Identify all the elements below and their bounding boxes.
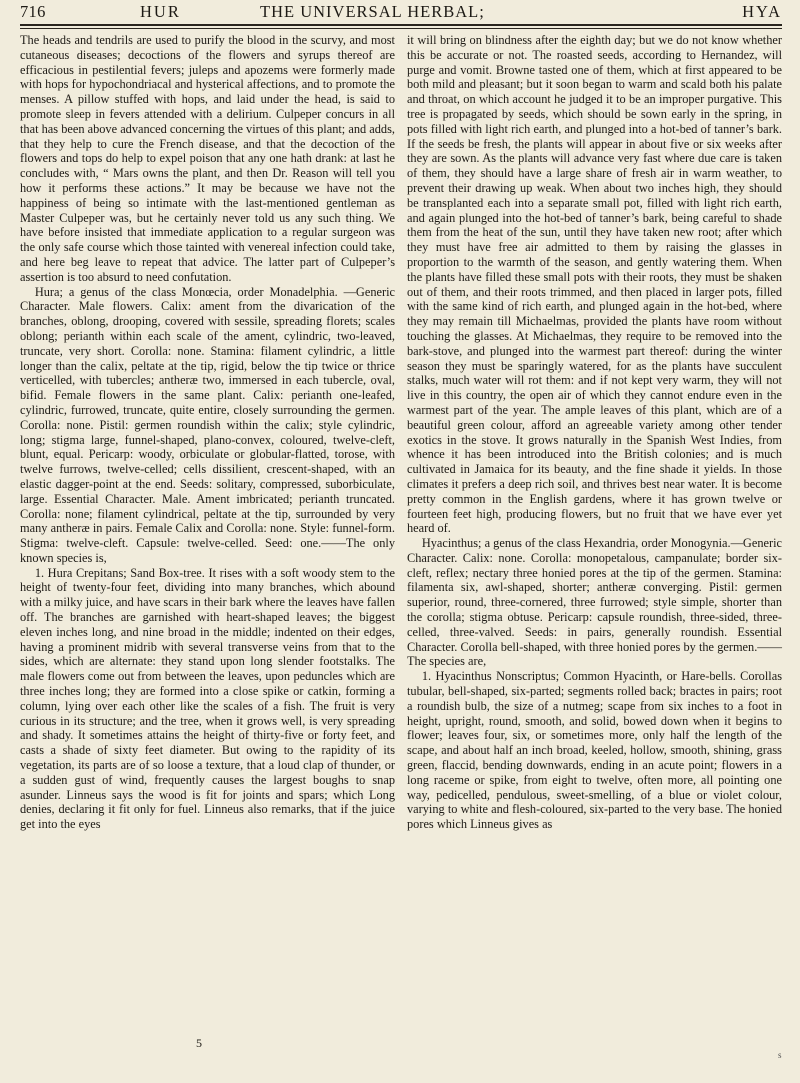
paragraph-hops-virtues: The heads and tendrils are used to purify the blood in the scurvy, and most cutaneous diseases; decoctions of the flowers and syrups thereof are efficacious in pestilential fevers; juleps and apozems were formerly made with hops for hypochondriacal and hysterical affections, and to promote the menses. A pillow stuffed with hops, and laid under the head, is said to promote sleep in fevers attended with a delirium. Culpeper concurs in all that has been above advanced concerning the virtues of this plant; and adds, that they help to cure the French disease, and that the decoction of the flowers and tops do help to expel poison that any one hath drank: at last he concludes with, “ Mars owns the plant, and then Dr. Reason will tell you how it performs these actions.” It may be because we have not the happiness of being so intimate with the last-mentioned gentleman as Master Culpeper was, but he certainly never told us any such thing. We have before insisted that immediate application to a regular surgeon was the only safe course which those tainted with venereal infection could take, and here beg leave to repeat that advice. The latter part of Culpeper’s assertion is too absurd to need confutation. (20, 33, 395, 284)
paragraph-hura-crepitans: 1. Hura Crepitans; Sand Box-tree. It rises with a soft woody stem to the height of twenty-four feet, dividing into many branches, which abound with a milky juice, and have scars in their bark where the leaves have fallen off. The branches are garnished with heart-shaped leaves; the biggest eleven inches long, and nine broad in the middle; indented on their edges, having a prominent midrib with several transverse veins from that to the sides, which are alternate: they stand upon long slender footstalks. The male flowers come out from between the leaves, upon peduncles which are three inches long; they are formed into a close spike or catkin, forming a column, lying over each other like the scales of a fish. The fruit is very curious in its structure; and the tree, when it grows well, is very spreading and shady. It sometimes attains the height of thirty-five or forty feet, and casts a shade of sixty feet diameter. But owing to the rapidity of its vegetation, its parts are of so loose a texture, that a loud clap of thunder, or a sudden gust of wind, frequently causes the largest boughs to snap asunder. Linneus says the wood is fit for joints and spars; which Long denies, declaring it fit only for fuel. Linneus also remarks, that if the juice get into the eyes (20, 565, 395, 832)
right-column (407, 33, 782, 832)
header-rule-thin (20, 28, 782, 29)
header-rule-thick (20, 24, 782, 26)
page-number: 716 (20, 2, 46, 21)
paragraph-hura-culture: it will bring on blindness after the eighth day; but we do not know whether this be accurate or not. The roasted seeds, according to Hernandez, will purge and vomit. Browne tasted one of them, which at first appeared to be both mild and pleasant; but it soon began to warm and scald both his palate and throat, on which account he judged it to be an improper purgative. This tree is propagated by seeds, which should be sown early in the spring, in pots filled with light rich earth, and plunged into a hot-bed of tanner’s bark. If the seeds be fresh, the plants will appear in about five or six weeks after they are sown. As the plants will advance very fast where due care is taken of them, they should have a large share of fresh air in warm weather, to prevent their drawing up weak. When about two inches high, they should be transplanted each into a separate small pot, filled with light rich earth, and again plunged into the hot-bed of tanner’s bark, being careful to shade them from the heat of the sun, until they have taken new root; after which they must have free air admitted to them by raising the glasses in proportion to the warmth of the season, and gently watering them. When the plants have filled these small pots with their roots, they must be shaken out of them, and their roots trimmed, and then placed in larger pots, filled with the same kind of rich earth, and plunged again in the hot-bed, where they may remain till Michaelmas, provided the plants have room without touching the glasses. At Michaelmas, they require to be removed into the bark-stove, and plunged into the warmest part thereof: during the winter season they must be sparingly watered, for as the plants have succulent stalks, much water will rot them: and if not kept very warm, they will not live in this country, the open air of which they cannot endure even in the warmest part of the year. The ample leaves of this plant, which are of a beautiful green colour, afford an agreeable variety among other tender exotics in the stove. It grows naturally in the Spanish West Indies, from whence it has been introduced into the British colonies; and is much cultivated in Jamaica for its beauty, and the fine shade it yields. In those climates it prefers a deep rich soil, and thrives best near water. It is become pretty common in the English gardens, where it has grown twelve or fourteen feet high, producing flowers, but no fruit that we have ever yet heard of. (407, 33, 782, 536)
paragraph-hyacinthus-genus: Hyacinthus; a genus of the class Hexandria, order Monogynia.—Generic Character. Calix: none. Corolla: monopetalous, campanulate; border six-cleft, reflex; nectary three honied pores at the tip of the germen. Stamina: filamenta six, awl-shaped, shorter; antheræ converging. Pistil: germen superior, round, three-cornered, three furrowed; style simple, shorter than the corolla; stigma obtuse. Pericarp: capsule roundish, three-sided, three-celled, three-valved. Seeds: in pairs, generally roundish. Essential Character. Corolla bell-shaped, with three honied pores by the germen.——The species are, (407, 536, 782, 669)
signature-mark: 5 (196, 1036, 202, 1050)
margin-mark: s (778, 1050, 782, 1060)
running-head-left: HUR (140, 2, 181, 21)
running-title: THE UNIVERSAL HERBAL; (260, 2, 485, 21)
paragraph-hyacinthus-nonscriptus: 1. Hyacinthus Nonscriptus; Common Hyacinth, or Hare-bells. Corollas tubular, bell-shaped, six-parted; segments rolled back; bractes in pairs; root a roundish bulb, the size of a nutmeg; scape from six inches to a foot in height, upright, round, smooth, and solid, bowed down when it begins to flower; leaves four, six, or sometimes more, only half the length of the scape, and about half an inch broad, keeled, hollow, smooth, shining, grass green, flaccid, bending downwards, ending in an acute point; flowers in a long raceme or spike, from eight to twelve, often more, all pointing one way, pedicelled, pendulous, sweet-smelling, of a blue or violet colour, varying to white and flesh-coloured, six-parted to the very base. The honied pores which Linneus gives as (407, 669, 782, 832)
running-header (20, 0, 782, 22)
paragraph-hura-genus: Hura; a genus of the class Monœcia, order Monadelphia. —Generic Character. Male flowers. Calix: ament from the divarication of the branches, oblong, drooping, covered with sessile, spreading florets; scales oblong; perianth within each scale of the ament, cylindric, two-leaved, truncate, very short. Corolla: none. Stamina: filament cylindric, a little longer than the calix, peltate at the tip, rigid, below the tip twice or thrice verticelled, with tubercles; antheræ two, immersed in each tubercle, oval, bifid. Female flowers in the same plant. Calix: perianth one-leafed, cylindric, furrowed, truncate, quite entire, closely surrounding the germen. Corolla: none. Pistil: germen roundish within the calix; style cylindric, long; stigma large, funnel-shaped, plano-convex, coloured, twelve-cleft, blunt, equal. Pericarp: woody, orbiculate or globular-flatted, torose, with twelve furrows, twelve-celled; cells dissilient, crescent-shaped, with an elastic dagger-point at the end. Seeds: solitary, compressed, suborbiculate, large. Essential Character. Male. Ament imbricated; perianth truncated. Corolla: none; filament cylindrical, peltate at the tip, surrounded by very many antheræ in pairs. Female Calix and Corolla: none. Style: funnel-form. Stigma: twelve-cleft. Capsule: twelve-celled. Seed: one.——The only known species is, (20, 284, 395, 565)
running-head-right: HYA (742, 2, 782, 21)
left-column (20, 33, 395, 832)
